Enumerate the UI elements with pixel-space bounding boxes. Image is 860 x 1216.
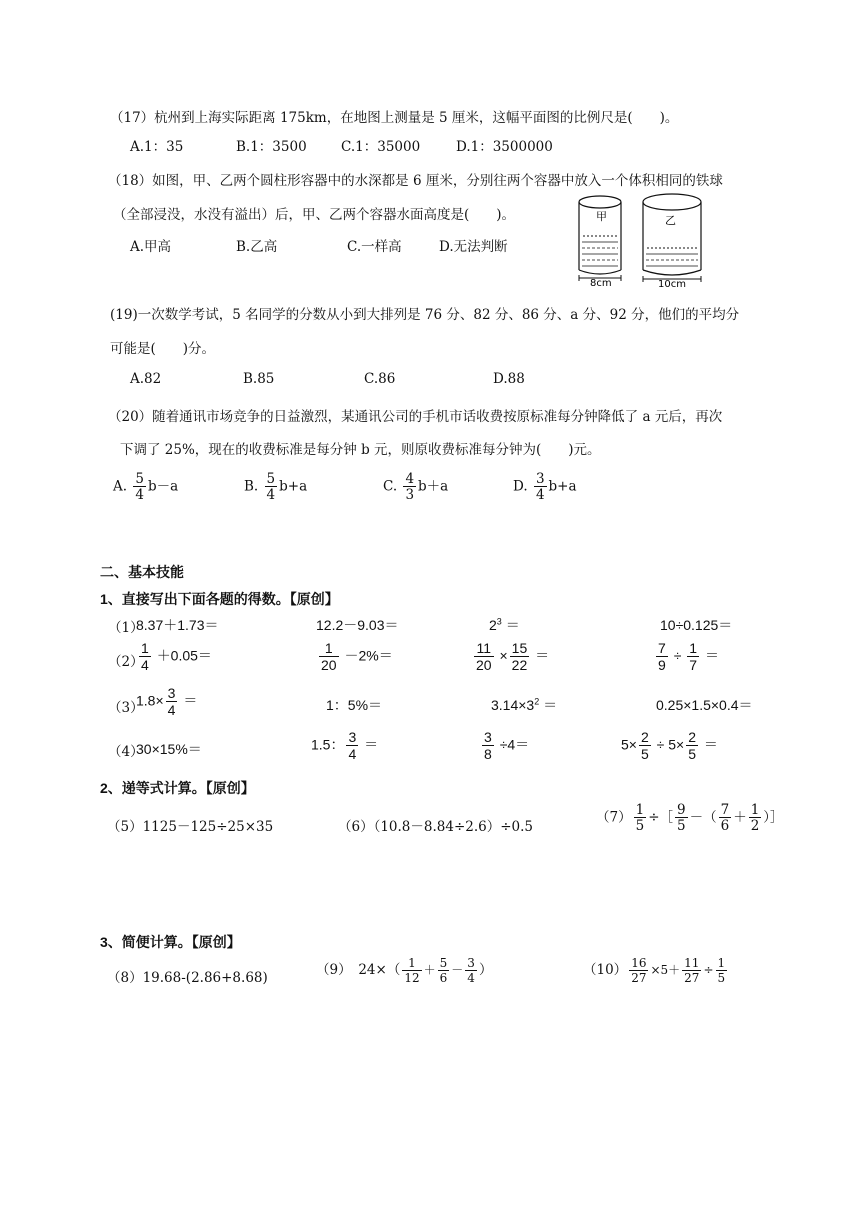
numerator: 3 — [167, 685, 176, 701]
row2-d — [654, 641, 719, 672]
numerator: 2 — [688, 729, 696, 745]
q19-stem-line2: 可能是( )分。 — [110, 341, 216, 357]
question-label: （7） — [596, 809, 632, 826]
numerator: 16 — [631, 956, 647, 970]
cylinders-figure — [574, 190, 714, 288]
q19-option-a: A.82 — [130, 371, 162, 387]
numerator: 7 — [658, 640, 666, 656]
operator: ） — [478, 962, 493, 979]
expression-rest: ÷4＝ — [499, 736, 530, 753]
q19-option-b: B.85 — [243, 371, 275, 387]
denominator: 7 — [689, 656, 698, 673]
fraction — [534, 472, 547, 502]
cylinder-left-width: 8cm — [590, 278, 612, 288]
row1-d: 10÷0.125＝ — [660, 617, 733, 633]
fraction — [656, 641, 668, 672]
denominator: 5 — [640, 745, 649, 762]
row3-c — [491, 695, 557, 715]
denominator: 22 — [511, 656, 528, 673]
denominator: 5 — [677, 818, 686, 835]
cylinder-right-width: 10cm — [658, 279, 686, 288]
q19-option-d: D.88 — [493, 371, 525, 387]
fraction — [265, 472, 278, 502]
numerator: 11 — [684, 956, 700, 970]
fraction — [675, 803, 688, 833]
part1-title: 1、直接写出下面各题的得数。【原创】 — [100, 591, 339, 607]
q17-option-b: B.1：3500 — [236, 139, 307, 155]
denominator: 3 — [405, 487, 415, 504]
option-label: C. — [383, 478, 398, 495]
option-label: B. — [244, 478, 259, 495]
numerator: 15 — [511, 640, 528, 656]
row4-d — [621, 730, 718, 761]
equals: ＝ — [704, 647, 719, 664]
denominator: 4 — [167, 701, 176, 718]
fraction — [133, 472, 146, 502]
denominator: 20 — [476, 656, 492, 673]
fraction — [403, 472, 416, 502]
expression-middle: ÷ 5× — [656, 736, 685, 753]
q17-option-c: C.1：35000 — [341, 139, 421, 155]
fraction — [682, 957, 701, 984]
numerator: 7 — [720, 802, 730, 818]
operator: －（ — [689, 809, 717, 826]
numerator: 3 — [348, 729, 357, 745]
expression-rest: －2%＝ — [344, 647, 393, 664]
row3-b: 1：5%＝ — [326, 697, 383, 713]
denominator: 5 — [688, 745, 696, 762]
question-label: （10） — [583, 962, 628, 979]
numerator: 5 — [266, 471, 276, 487]
fraction — [639, 730, 651, 761]
q18-option-d: D.无法判断 — [439, 239, 508, 255]
q17-option-a: A.1：35 — [130, 139, 184, 155]
numerator: 1 — [635, 802, 645, 818]
question-label: （9） 24×（ — [316, 962, 401, 979]
option-rest: b+a — [548, 478, 577, 495]
operator: ÷ — [673, 647, 682, 664]
row3-label: （3） — [108, 700, 144, 716]
q20-option-b — [244, 472, 307, 502]
expression-prefix: 1.5： — [311, 736, 345, 753]
option-rest: b+a — [279, 478, 308, 495]
denominator: 8 — [484, 745, 492, 762]
q18-stem-line2: （全部浸没，水没有溢出）后，甲、乙两个容器水面高度是( )。 — [113, 207, 516, 223]
row2-label: （2） — [108, 654, 144, 670]
fraction — [687, 641, 699, 672]
numerator: 2 — [640, 729, 649, 745]
denominator: 5 — [717, 970, 726, 985]
exponent: 3 — [496, 616, 502, 627]
fraction — [474, 641, 494, 672]
exponent: 2 — [534, 696, 540, 707]
numerator: 1 — [408, 956, 416, 970]
operator: ÷［ — [648, 809, 673, 826]
q20-stem-line2: 下调了 25%，现在的收费标准是每分钟 b 元，则原收费标准每分钟为( )元。 — [120, 442, 601, 458]
q9-expression — [316, 957, 492, 984]
part3-title: 3、简便计算。【原创】 — [100, 934, 241, 950]
row4-label: （4） — [108, 744, 144, 760]
operator: ÷ — [703, 963, 714, 978]
cylinder-left-label: 甲 — [596, 210, 607, 223]
fraction — [719, 803, 732, 833]
denominator: 4 — [266, 487, 276, 504]
part2-title: 2、递等式计算。【原创】 — [100, 780, 255, 796]
row3-a — [136, 686, 197, 717]
fraction — [438, 957, 450, 984]
base: 2 — [489, 617, 497, 633]
denominator: 4 — [535, 487, 545, 504]
row1-b: 12.2－9.03＝ — [316, 617, 399, 633]
numerator: 3 — [535, 471, 545, 487]
denominator: 27 — [684, 970, 700, 985]
expression-prefix: 1.8× — [136, 692, 164, 709]
q18-stem-line1: （18）如图，甲、乙两个圆柱形容器中的水深都是 6 厘米，分别往两个容器中放入一个体积相同的铁球 — [108, 173, 723, 189]
q5-expression: （5）1125－125÷25×35 — [107, 819, 274, 835]
expression-prefix: 5× — [621, 736, 637, 753]
numerator: 5 — [439, 956, 448, 970]
denominator: 4 — [348, 745, 357, 762]
fraction — [319, 641, 339, 672]
operator: ×5＋ — [650, 963, 681, 978]
denominator: 9 — [658, 656, 666, 673]
fraction — [716, 957, 728, 984]
fraction — [482, 730, 494, 761]
denominator: 4 — [141, 656, 149, 673]
row1-c — [489, 615, 520, 635]
denominator: 4 — [467, 970, 475, 985]
numerator: 1 — [324, 640, 333, 656]
q17-option-d: D.1：3500000 — [456, 139, 553, 155]
numerator: 9 — [677, 802, 686, 818]
denominator: 6 — [439, 970, 448, 985]
equals: ＝ — [539, 697, 558, 713]
numerator: 11 — [476, 640, 492, 656]
fraction — [634, 803, 647, 833]
denominator: 27 — [631, 970, 647, 985]
q6-expression: （6）（10.8－8.84÷2.6）÷0.5 — [338, 819, 534, 835]
row2-c — [472, 641, 549, 672]
equals: ＝ — [364, 736, 379, 753]
row4-b — [311, 730, 378, 761]
denominator: 6 — [720, 818, 730, 835]
numerator: 3 — [484, 729, 492, 745]
q17-stem: （17）杭州到上海实际距离 175km，在地图上测量是 5 厘米，这幅平面图的比例尺是( )。 — [110, 110, 679, 126]
operator: ）］ — [763, 809, 784, 826]
fraction — [629, 957, 648, 984]
q20-stem-line1: （20）随着通讯市场竞争的日益激烈，某通讯公司的手机市话收费按原标准每分钟降低了 a 元后，再次 — [108, 409, 723, 425]
option-label: A. — [113, 478, 128, 495]
q19-stem-line1: (19)一次数学考试，5 名同学的分数从小到大排列是 76 分、82 分、86 分、a 分、92 分，他们的平均分 — [110, 307, 740, 323]
operator: ＋ — [733, 809, 747, 826]
cylinder-right — [643, 194, 701, 282]
fraction — [166, 686, 178, 717]
fraction — [139, 641, 151, 672]
q18-option-b: B.乙高 — [236, 239, 278, 255]
numerator: 3 — [467, 956, 475, 970]
q20-option-c — [383, 472, 448, 502]
row4-a: 30×15%＝ — [136, 741, 202, 757]
row2-b — [317, 641, 393, 672]
q18-option-c: C.一样高 — [347, 239, 402, 255]
numerator: 1 — [689, 640, 698, 656]
fraction — [749, 803, 762, 833]
numerator: 1 — [141, 640, 149, 656]
row1-label: （1） — [108, 620, 144, 636]
q10-expression — [583, 957, 729, 984]
numerator: 1 — [717, 956, 726, 970]
q20-option-a — [113, 472, 178, 502]
denominator: 12 — [404, 970, 420, 985]
cylinder-left — [579, 196, 621, 281]
equals: ＝ — [501, 617, 520, 633]
q18-option-a: A.甲高 — [130, 239, 172, 255]
equals: ＝ — [535, 647, 550, 664]
denominator: 2 — [750, 818, 760, 835]
fraction — [402, 957, 421, 984]
numerator: 4 — [405, 471, 415, 487]
denominator: 5 — [635, 818, 645, 835]
cylinder-right-label: 乙 — [665, 214, 676, 227]
numerator: 5 — [135, 471, 144, 487]
option-rest: b＋a — [418, 478, 449, 495]
row2-a — [137, 641, 212, 672]
row4-c — [480, 730, 529, 761]
section-title: 二、基本技能 — [100, 564, 184, 580]
expression-prefix: 3.14×3 — [491, 697, 535, 713]
fraction — [686, 730, 698, 761]
fraction — [465, 957, 477, 984]
equals: ＝ — [183, 692, 198, 709]
fraction — [346, 730, 358, 761]
option-label: D. — [513, 478, 528, 495]
operator: － — [451, 963, 464, 978]
numerator: 1 — [750, 802, 760, 818]
operator: × — [499, 647, 508, 664]
row1-a: 8.37＋1.73＝ — [136, 617, 219, 633]
q19-option-c: C.86 — [364, 371, 396, 387]
denominator: 4 — [135, 487, 144, 504]
q8-expression: （8）19.68-(2.86+8.68) — [107, 970, 268, 986]
option-rest: b－a — [147, 478, 179, 495]
q20-option-d — [513, 472, 577, 502]
row3-d: 0.25×1.5×0.4＝ — [656, 697, 753, 713]
fraction — [510, 641, 530, 672]
denominator: 20 — [321, 656, 337, 673]
q7-expression — [596, 803, 784, 833]
equals: ＝ — [703, 736, 718, 753]
expression-rest: ＋0.05＝ — [156, 647, 212, 664]
operator: ＋ — [423, 963, 436, 978]
